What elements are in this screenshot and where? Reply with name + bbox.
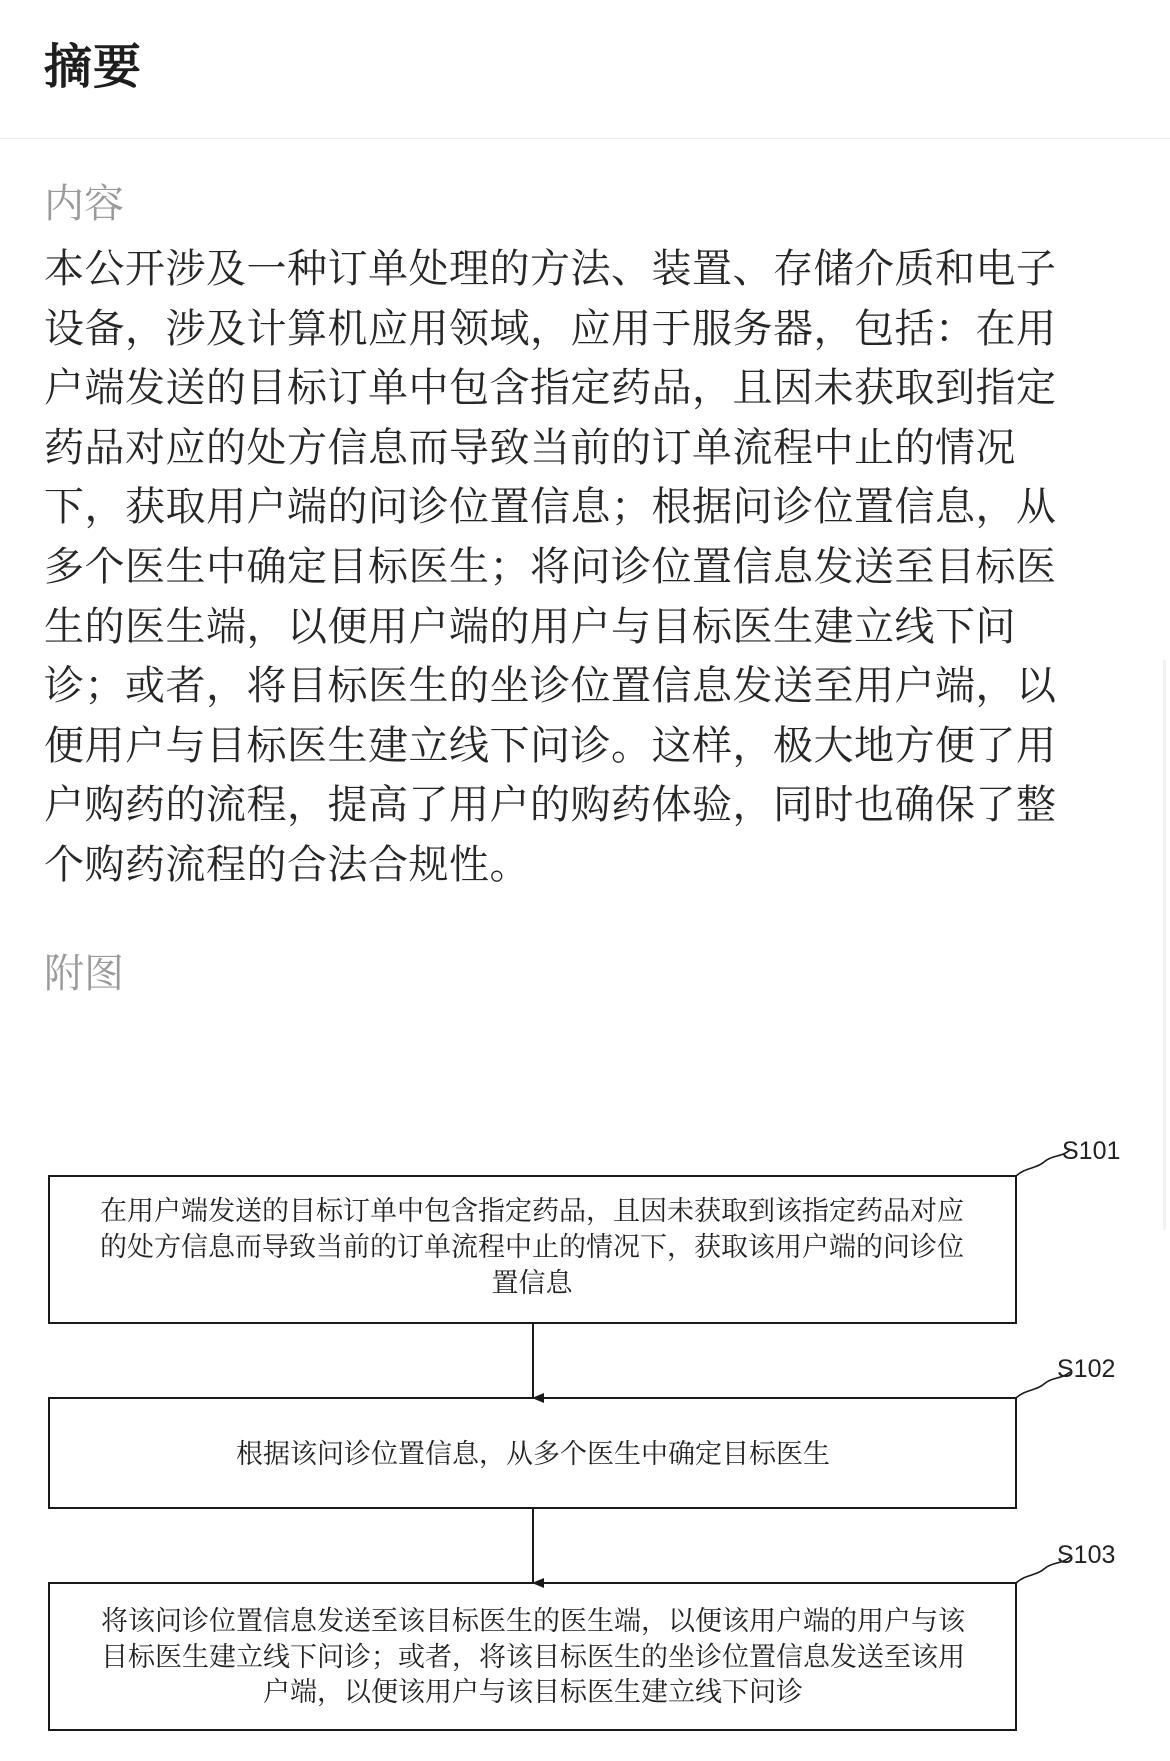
page-header — [0, 0, 1170, 139]
flowchart-box-s103-line-1: 将该问诊位置信息发送至该目标医生的医生端，以便该用户端的用户与该 — [101, 1606, 965, 1637]
flowchart-box-s103-line-2: 目标医生建立线下问诊；或者，将该目标医生的坐诊位置信息发送至该用 — [101, 1642, 965, 1673]
flowchart-box-s101-line-1: 在用户端发送的目标订单中包含指定药品，且因未获取到该指定药品对应 — [100, 1196, 964, 1227]
figure-section-label: 附图 — [44, 951, 124, 997]
flowchart-step-s103 — [49, 1541, 1115, 1730]
flowchart-step-s101 — [49, 1137, 1120, 1323]
flowchart-step-label-s103: S103 — [1057, 1541, 1116, 1569]
flowchart-box-s101-line-2: 的处方信息而导致当前的订单流程中止的情况下，获取该用户端的问诊位 — [100, 1232, 964, 1263]
abstract-text: 本公开涉及一种订单处理的方法、装置、存储介质和电子设备，涉及计算机应用领域，应用于服务器，包括：在用户端发送的目标订单中包含指定药品，且因未获取到指定药品对应的处方信息而导致当前的订单流程中止的情况下，获取用户端的问诊位置信息；根据问诊位置信息，从多个医生中确定目标医生；将问诊位置信息发送至目标医生的医生端，以便用户端的用户与目标医生建立线下问诊；或者，将目标医生的坐诊位置信息发送至用户端，以便用户与目标医生建立线下问诊。这样，极大地方便了用户购药的流程，提高了用户的购药体验，同时也确保了整个购药流程的合法合规性。 — [44, 246, 1057, 888]
content-section-label: 内容 — [44, 181, 124, 227]
flowchart-step-s102 — [49, 1355, 1115, 1508]
flowchart-figure — [0, 1120, 1170, 1757]
page-title: 摘要 — [44, 39, 143, 95]
flowchart-step-label-s102: S102 — [1057, 1355, 1116, 1383]
flowchart-box-s102-line-1: 根据该问诊位置信息，从多个医生中确定目标医生 — [236, 1439, 830, 1470]
flowchart-box-s101-line-3: 置信息 — [491, 1268, 573, 1299]
flowchart-box-s103-line-3: 户端，以便该用户与该目标医生建立线下问诊 — [263, 1677, 803, 1708]
flowchart-step-label-s101: S101 — [1062, 1137, 1121, 1165]
